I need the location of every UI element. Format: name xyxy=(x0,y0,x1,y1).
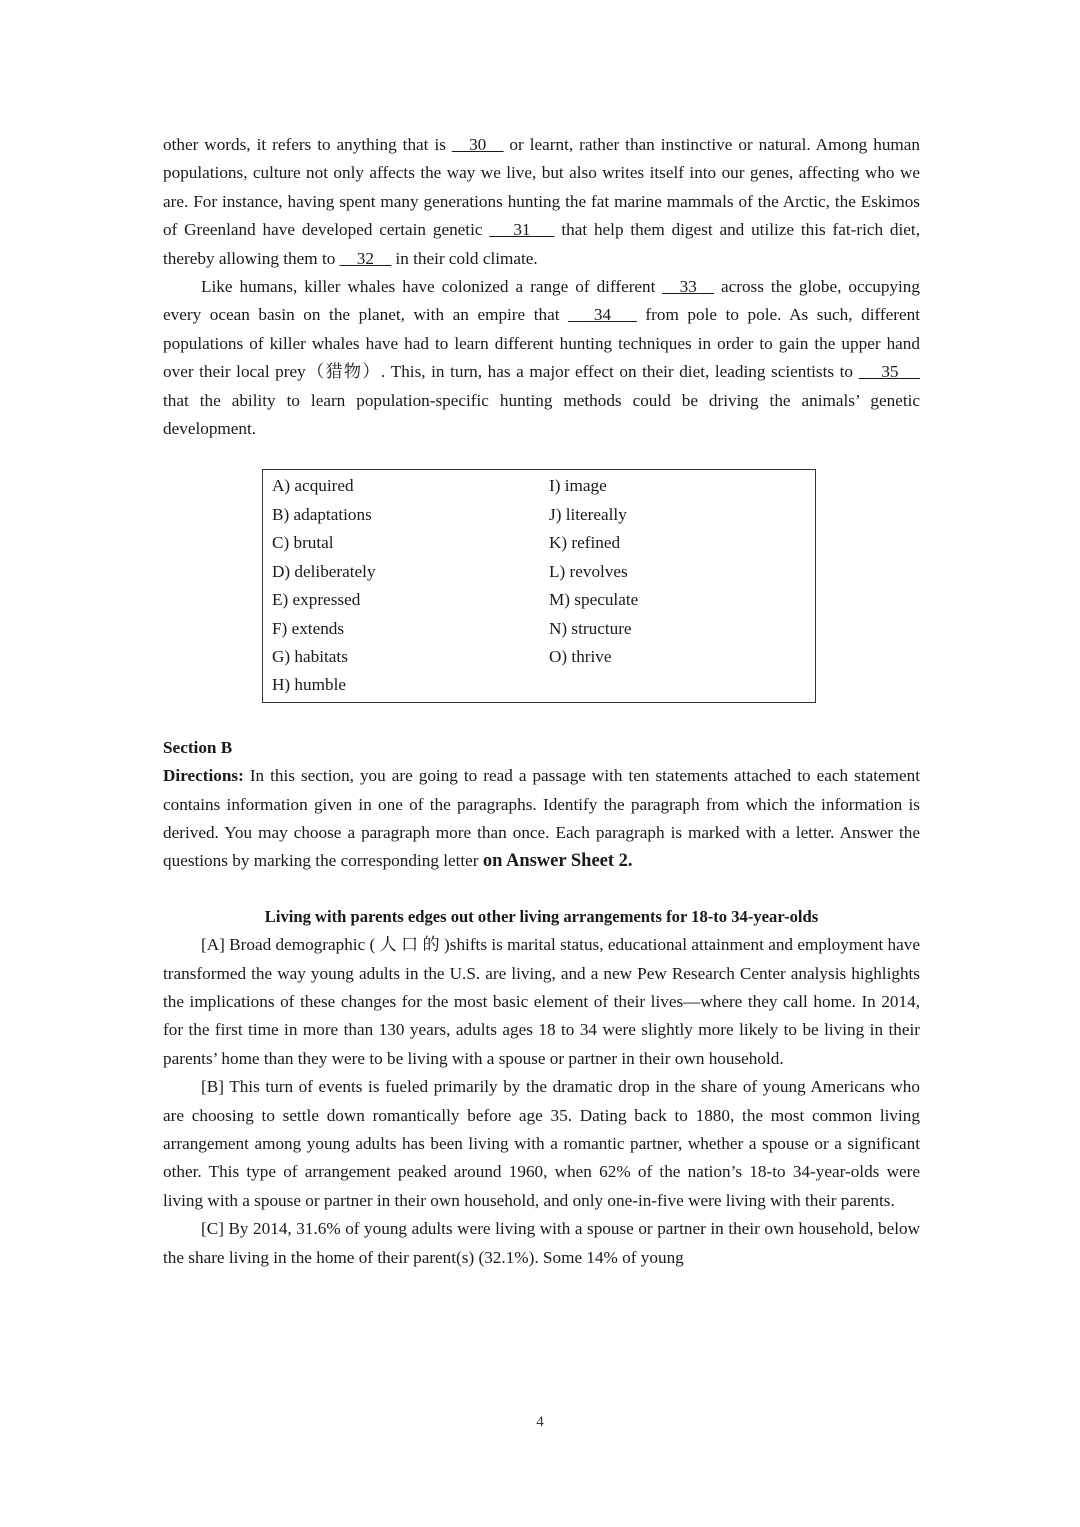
option-m: M) speculate xyxy=(549,590,639,610)
option-e: E) expressed xyxy=(272,590,361,610)
blank-35: __35__ xyxy=(858,362,920,382)
blank-34: __34__ xyxy=(568,305,637,325)
document-page xyxy=(163,131,920,1272)
directions-label: Directions: xyxy=(163,766,244,786)
section-b-heading: Section B xyxy=(163,737,233,757)
paragraph-text: that the ability to learn population-specific hunting methods could be driving the animals’ genetic development. xyxy=(163,390,920,439)
option-o: O) thrive xyxy=(549,646,612,666)
paragraph-text: Like humans, killer whales have colonized a range of different xyxy=(201,277,663,297)
passage-paragraph-b: [B] This turn of events is fueled primarily by the dramatic drop in the share of young Americans who are choosing to settle down romantically before age 35. Dating back to 1880, the most common living arrangement among young adults has been living with a romantic partner, whether a spouse or a significant other. This type of arrangement peaked around 1960, when 62% of the nation’s 18-to 34-year-olds were living with a spouse or partner in their own household, and only one-in-five were living with their parents. xyxy=(163,1077,920,1210)
blank-31: __31__ xyxy=(489,220,555,240)
option-j: J) litereally xyxy=(549,504,627,524)
word-bank-box xyxy=(262,469,816,702)
option-b: B) adaptations xyxy=(272,504,372,524)
option-f: F) extends xyxy=(272,618,345,638)
paragraph-culture xyxy=(163,131,920,273)
option-i: I) image xyxy=(549,476,607,496)
blank-30: __30__ xyxy=(451,135,504,154)
option-l: L) revolves xyxy=(549,561,628,581)
paragraph-text: other words, it refers to anything that is xyxy=(163,135,452,154)
option-g: G) habitats xyxy=(272,646,348,666)
paragraph-text: in their cold climate. xyxy=(391,248,538,268)
option-n: N) structure xyxy=(549,618,632,638)
section-b-directions xyxy=(163,762,920,876)
blank-33: __33__ xyxy=(662,277,714,297)
paragraph-text: across the globe, occupying every ocean basin on the planet, with an empire that xyxy=(163,277,920,325)
passage-paragraph-c: [C] By 2014, 31.6% of young adults were living with a spouse or partner in their own household, below the share living in the home of their parent(s) (32.1%). Some 14% of young xyxy=(163,1219,920,1267)
option-c: C) brutal xyxy=(272,533,334,553)
passage-paragraph-a: [A] Broad demographic ( 人 口 的 )shifts is marital status, educational attainment and employment have transformed the way young adults in the U.S. are living, and a new Pew Research Center analysis highlights the implications of these changes for the most basic element of their lives—where they call home. In 2014, for the first time in more than 130 years, adults ages 18 to 34 were slightly more likely to be living in their parents’ home than they were to be living with a spouse or partner in their own household. xyxy=(163,935,920,1068)
paragraph-text: that help them digest and utilize this fat-rich diet, thereby allowing them to xyxy=(163,220,920,268)
paragraph-killer-whales xyxy=(163,273,920,443)
option-d: D) deliberately xyxy=(272,561,376,581)
paragraph-text: or learnt, rather than instinctive or natural. Among human populations, culture not only affects the way we live, but also writes itself into our genes, affecting who we are. For instance, having spent many generations hunting the fat marine mammals of the Arctic, the Eskimos of Greenland have developed certain genetic xyxy=(163,135,921,240)
option-k: K) refined xyxy=(549,533,621,553)
passage-title: Living with parents edges out other living arrangements for 18-to 34-year-olds xyxy=(264,906,819,926)
directions-text: In this section, you are going to read a passage with ten statements attached to each statement contains information given in one of the paragraphs. Identify the paragraph from which the information is derived. You may choose a paragraph more than once. Each paragraph is marked with a letter. Answer the questions by marking the corresponding letter xyxy=(163,766,920,871)
answer-sheet-ref: on Answer Sheet 2. xyxy=(482,851,633,872)
paragraph-text: from pole to pole. As such, different populations of killer whales have had to learn different hunting techniques in order to gain the upper hand over their local prey（猎物）. This, in turn, has a major effect on their diet, leading scientists to xyxy=(163,305,920,382)
page-number: 4 xyxy=(536,1414,544,1430)
option-a: A) acquired xyxy=(272,476,354,496)
blank-32: __32__ xyxy=(339,248,392,268)
option-h: H) humble xyxy=(272,675,346,695)
